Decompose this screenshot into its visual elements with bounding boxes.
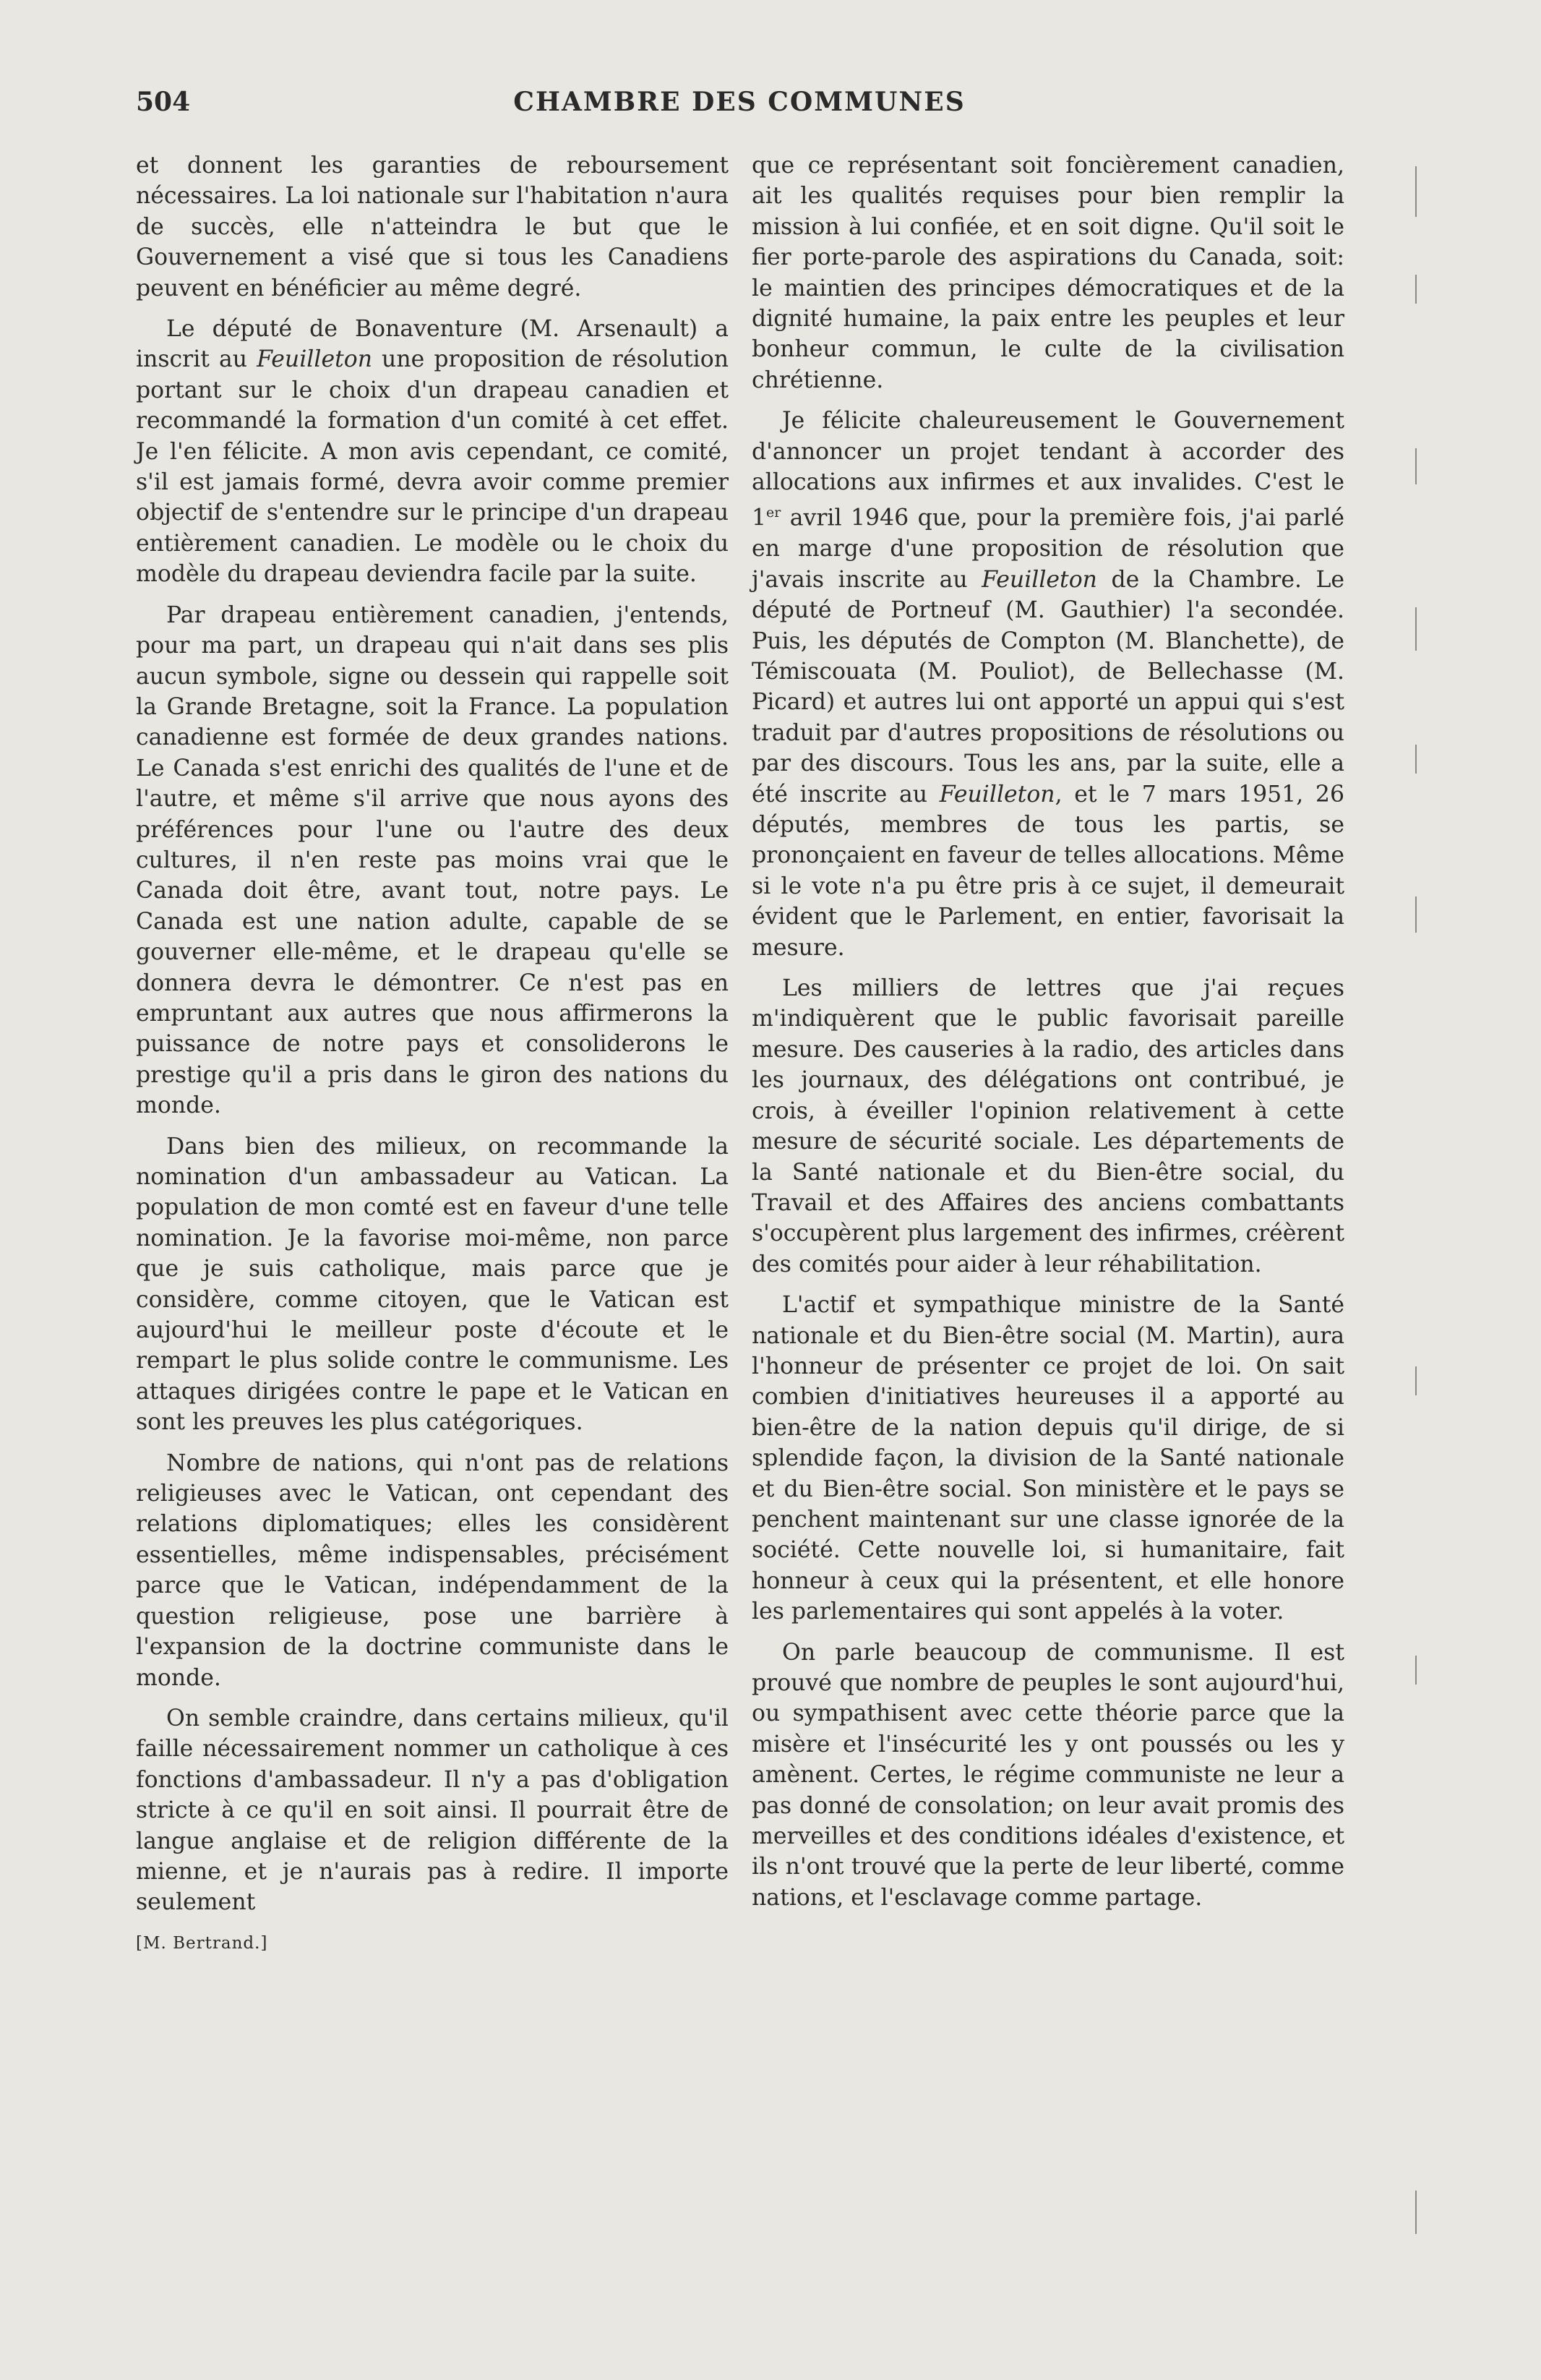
- paragraph: Nombre de nations, qui n'ont pas de relations religieuses avec le Vatican, ont cependant des relations diplomatiques; elles les considèrent essentielles, même indispensables, précisément parce que le Vatican, indépendamment de la question religieuse, pose une barrière à l'expansion de la doctrine communiste dans le monde.: [136, 1450, 729, 1691]
- scan-mark: [1415, 1366, 1417, 1395]
- speaker-label: [M. Bertrand.]: [136, 1933, 268, 1953]
- right-column: [752, 150, 1344, 1913]
- paragraph: que ce représentant soit foncièrement canadien, ait les qualités requises pour bien remplir la mission à lui confiée, et en soit digne. Qu'il soit le fier porte-parole des aspirations du Canada, soit: le maintien des principes démocratiques et de la dignité humaine, la paix entre les peuples et leur bonheur commun, le culte de la civilisation chrétienne.: [752, 153, 1344, 393]
- paragraph: Les milliers de lettres que j'ai reçues m'indiquèrent que le public favorisait pareille mesure. Des causeries à la radio, des articles dans les journaux, des délégations ont contribué, je crois, à éveiller l'opinion relativement à cette mesure de sécurité sociale. Les départements de la Santé nationale et du Bien-être social, du Travail et des Affaires des anciens combattants s'occupèrent plus largement des infirmes, créèrent des comités pour aider à leur réhabilitation.: [752, 975, 1344, 1277]
- paragraph: Par drapeau entièrement canadien, j'entends, pour ma part, un drapeau qui n'ait dans ses plis aucun symbole, signe ou dessein qui rappelle soit la Grande Bretagne, soit la France. La population canadienne est formée de deux grandes nations. Le Canada s'est enrichi des qualités de l'une et de l'autre, et même s'il arrive que nous ayons des préférences pour l'une ou l'autre des deux cultures, il n'en reste pas moins vrai que le Canada doit être, avant tout, notre pays. Le Canada est une nation adulte, capable de se gouverner elle-même, et le drapeau qu'elle se donnera devra le démontrer. Ce n'est pas en empruntant aux autres que nous affirmerons la puissance de notre pays et consoliderons le prestige qu'il a pris dans le giron des nations du monde.: [136, 602, 729, 1119]
- scan-mark: [1415, 166, 1417, 217]
- scan-mark: [1415, 745, 1417, 774]
- scan-mark: [1415, 1656, 1417, 1685]
- paragraph: et donnent les garanties de reboursement nécessaires. La loi nationale sur l'habitation n'aura de succès, elle n'atteindra le but que le Gouvernement a visé que si tous les Canadiens peuvent en bénéficier au même degré.: [136, 153, 729, 301]
- paragraph: On semble craindre, dans certains milieux, qu'il faille nécessairement nommer un catholique à ces fonctions d'ambassadeur. Il n'y a pas d'obligation stricte à ce qu'il en soit ainsi. Il pourrait être de langue anglaise et de religion différente de la mienne, et je n'aurais pas à redire. Il importe seulement: [136, 1705, 729, 1916]
- scan-mark: [1415, 2191, 1417, 2234]
- page-number: 504: [136, 87, 191, 117]
- scan-mark: [1415, 275, 1417, 304]
- paragraph: Je félicite chaleureusement le Gouvernement d'annoncer un projet tendant à accorder des allocations aux infirmes et aux invalides. C'est le 1er avril 1946 que, pour la première fois, j'ai parlé en marge d'une proposition de résolution que j'avais inscrite au Feuilleton de la Chambre. Le député de Portneuf (M. Gauthier) l'a secondée. Puis, les députés de Compton (M. Blanchette), de Témiscouata (M. Pouliot), de Bellechasse (M. Picard) et autres lui ont apporté un appui qui s'est traduit par d'autres propositions de résolutions ou par des discours. Tous les ans, par la suite, elle a été inscrite au Feuilleton, et le 7 mars 1951, 26 députés, membres de tous les partis, se prononçaient en faveur de telles allocations. Même si le vote n'a pu être pris à ce sujet, il demeurait évident que le Parlement, en entier, favorisait la mesure.: [752, 408, 1345, 961]
- paragraph: On parle beaucoup de communisme. Il est prouvé que nombre de peuples le sont aujourd'hui, ou sympathisent avec cette théorie parce que la misère et l'insécurité les y ont poussés ou les y amènent. Certes, le régime communiste ne leur a pas donné de consolation; on leur avait promis des merveilles et des conditions idéales d'existence, et ils n'ont trouvé que la perte de leur liberté, comme nations, et l'esclavage comme partage.: [752, 1639, 1344, 1911]
- margin-scan-marks: [1409, 145, 1424, 2313]
- running-title: CHAMBRE DES COMMUNES: [513, 87, 966, 117]
- paragraph: Dans bien des milieux, on recommande la nomination d'un ambassadeur au Vatican. La population de mon comté est en faveur d'une telle nomination. Je la favorise moi-même, non parce que je suis catholique, mais parce que je considère, comme citoyen, que le Vatican est aujourd'hui le meilleur poste d'écoute et le rempart le plus solide contre le communisme. Les attaques dirigées contre le pape et le Vatican en sont les preuves les plus catégoriques.: [136, 1133, 729, 1436]
- scan-mark: [1415, 607, 1417, 651]
- page-header: [136, 87, 1343, 130]
- scan-mark: [1415, 896, 1417, 933]
- scan-mark: [1415, 448, 1417, 484]
- paragraph: Le député de Bonaventure (M. Arsenault) a inscrit au Feuilleton une proposition de résolution portant sur le choix d'un drapeau canadien et recommandé la formation d'un comité à cet effet. Je l'en félicite. A mon avis cependant, ce comité, s'il est jamais formé, devra avoir comme premier objectif de s'entendre sur le principe d'un drapeau entièrement canadien. Le modèle ou le choix du modèle du drapeau deviendra facile par la suite.: [136, 316, 729, 588]
- left-column: [136, 150, 729, 1959]
- paragraph: L'actif et sympathique ministre de la Santé nationale et du Bien-être social (M. Martin), aura l'honneur de présenter ce projet de loi. On sait combien d'initiatives heureuses il a apporté au bien-être de la nation depuis qu'il dirige, de si splendide façon, la division de la Santé nationale et du Bien-être social. Son ministère et le pays se penchent maintenant sur une classe ignorée de la société. Cette nouvelle loi, si humanitaire, fait honneur à ceux qui la présentent, et elle honore les parlementaires qui sont appelés à la voter.: [752, 1292, 1344, 1625]
